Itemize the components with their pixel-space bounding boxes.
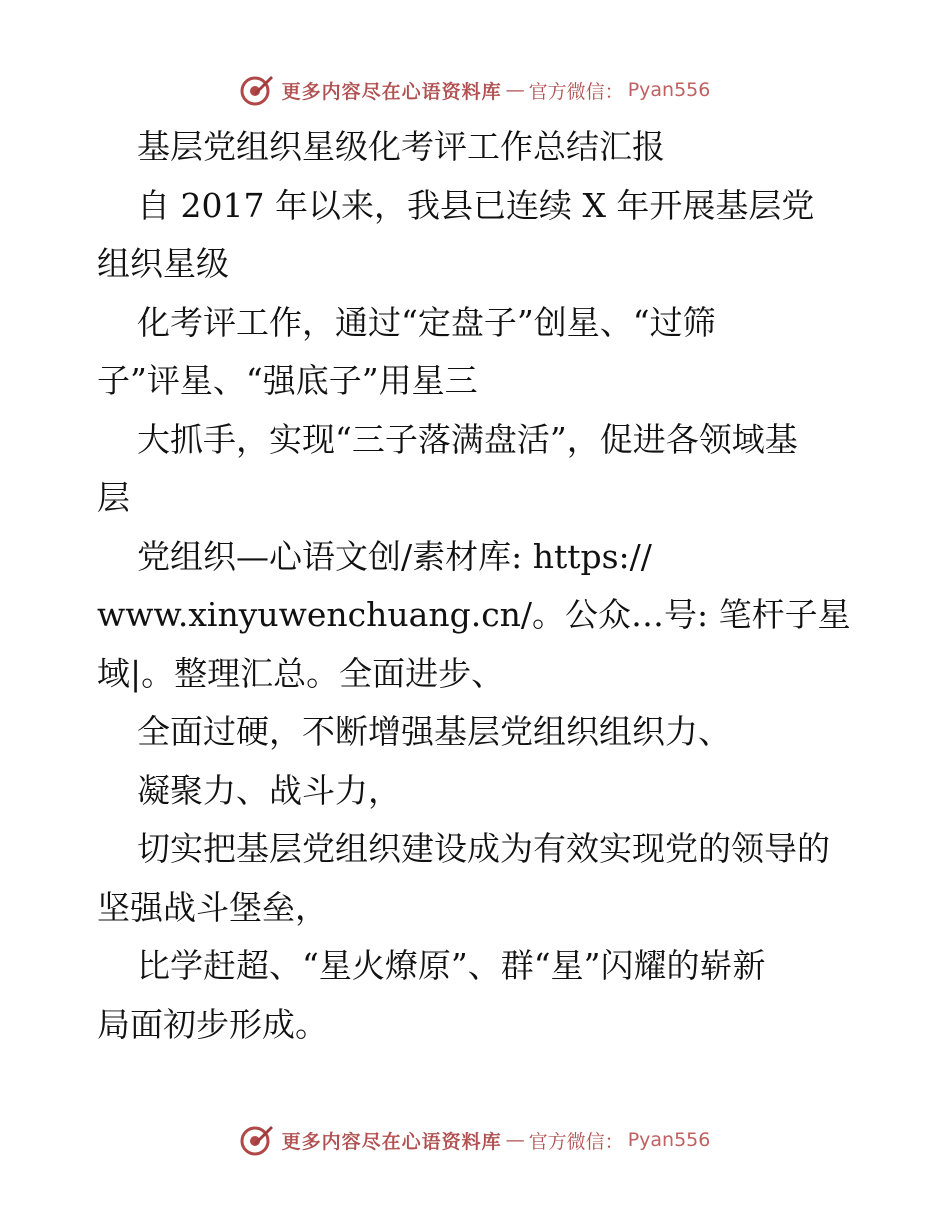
banner-main-text: 更多内容尽在心语资料库 bbox=[281, 80, 502, 103]
text-line: 域|。整理汇总。全面进步、 bbox=[97, 653, 505, 693]
text-line: 凝聚力、战斗力， bbox=[137, 770, 401, 810]
text-line: 组织星级 bbox=[97, 244, 229, 283]
text-line: 子”评星、“强底子”用星三 bbox=[97, 361, 478, 400]
text-line: 化考评工作，通过“定盘子”创星、“过筛 bbox=[137, 302, 716, 342]
text-line: www.xinyuwenchuang.cn/。公众…号: 笔杆子星 bbox=[97, 595, 851, 634]
text-line: 坚强战斗堡垒， bbox=[97, 887, 328, 927]
quill-logo-icon bbox=[240, 73, 274, 107]
text-line: 层 bbox=[97, 478, 130, 517]
banner-wechat-id: Pyan556 bbox=[627, 79, 711, 101]
text-line: 切实把基层党组织建设成为有效实现党的领导的 bbox=[137, 829, 830, 868]
text-line: 党组织—心语文创/素材库: https:// bbox=[137, 536, 652, 576]
banner-wechat-id: Pyan556 bbox=[627, 1129, 711, 1151]
footer-watermark-banner bbox=[0, 1120, 950, 1160]
quill-logo-icon bbox=[240, 1123, 274, 1157]
document-body bbox=[97, 118, 857, 1054]
banner-dash: — bbox=[505, 1129, 525, 1151]
banner-main-text: 更多内容尽在心语资料库 bbox=[281, 1130, 502, 1153]
text-line: 大抓手，实现“三子落满盘活”，促进各领域基 bbox=[137, 419, 798, 459]
text-line: 局面初步形成。 bbox=[97, 1004, 328, 1044]
text-line: 全面过硬，不断增强基层党组织组织力、 bbox=[137, 712, 731, 751]
banner-dash: — bbox=[505, 79, 525, 101]
text-line: 自 2017 年以来，我县已连续 X 年开展基层党 bbox=[137, 185, 815, 225]
banner-sub-text: 官方微信： bbox=[528, 1130, 624, 1153]
header-watermark-banner bbox=[0, 70, 950, 110]
text-line: 比学赶超、“星火燎原”、群“星”闪耀的崭新 bbox=[137, 946, 766, 985]
banner-sub-text: 官方微信： bbox=[528, 80, 624, 103]
document-title: 基层党组织星级化考评工作总结汇报 bbox=[137, 127, 665, 166]
